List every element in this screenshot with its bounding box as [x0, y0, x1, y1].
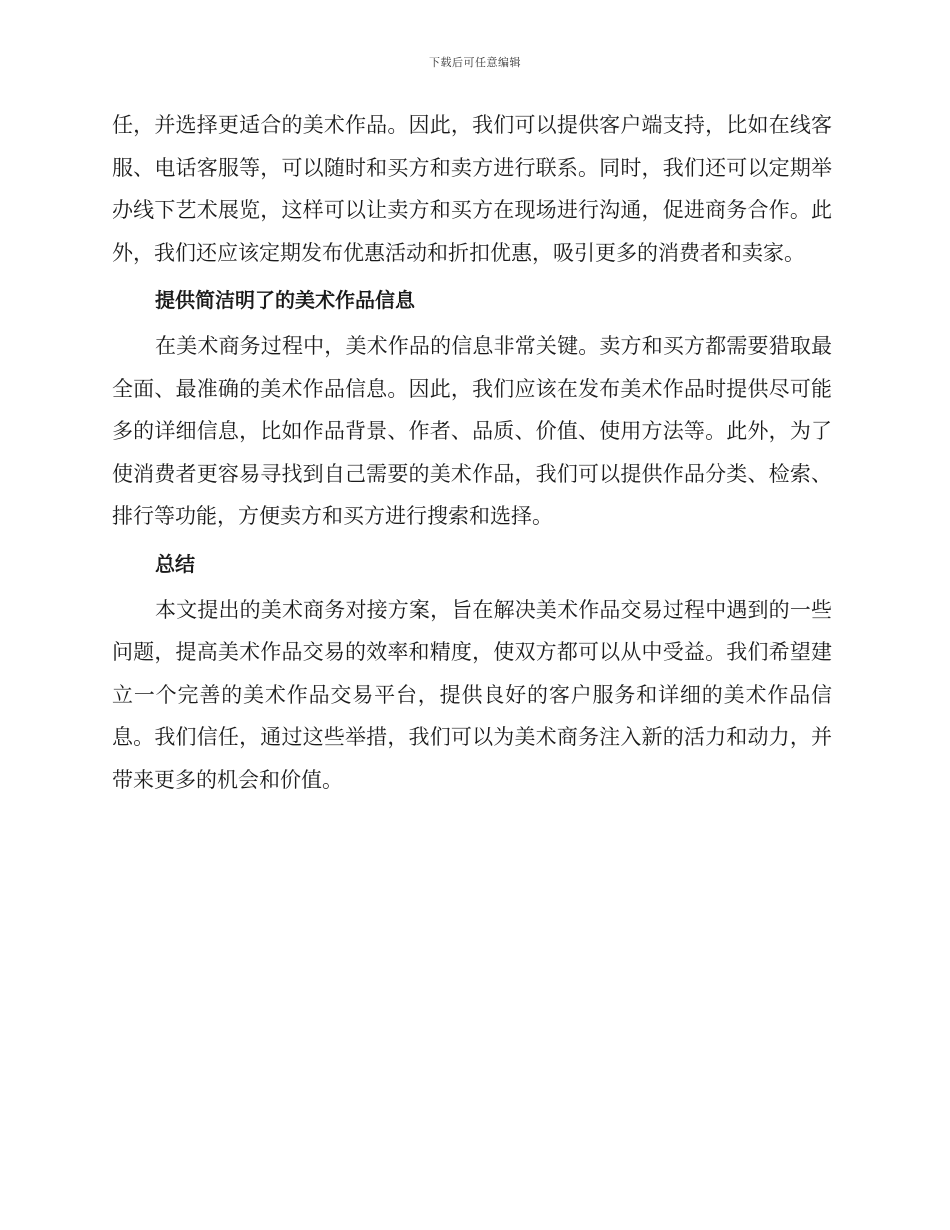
document-body	[112, 104, 832, 801]
paragraph-info: 在美术商务过程中，美术作品的信息非常关键。卖方和买方都需要猎取最全面、最准确的美术作品信息。因此，我们应该在发布美术作品时提供尽可能多的详细信息，比如作品背景、作者、品质、价值、使用方法等。此外，为了使消费者更容易寻找到自己需要的美术作品，我们可以提供作品分类、检索、排行等功能，方便卖方和买方进行搜索和选择。	[112, 334, 832, 528]
section-heading-info: 提供简洁明了的美术作品信息	[155, 288, 415, 312]
paragraph-summary: 本文提出的美术商务对接方案，旨在解决美术作品交易过程中遇到的一些问题，提高美术作品交易的效率和精度，使双方都可以从中受益。我们希望建立一个完善的美术作品交易平台，提供良好的客户服务和详细的美术作品信息。我们信任，通过这些举措，我们可以为美术商务注入新的活力和动力，并带来更多的机会和价值。	[112, 597, 832, 792]
paragraph-continuation: 任，并选择更适合的美术作品。因此，我们可以提供客户端支持，比如在线客服、电话客服等，可以随时和买方和卖方进行联系。同时，我们还可以定期举办线下艺术展览，这样可以让卖方和买方在现场进行沟通，促进商务合作。此外，我们还应该定期发布优惠活动和折扣优惠，吸引更多的消费者和卖家。	[112, 113, 832, 265]
header-note: 下载后可任意编辑	[429, 56, 521, 69]
section-heading-summary: 总结	[155, 551, 195, 576]
